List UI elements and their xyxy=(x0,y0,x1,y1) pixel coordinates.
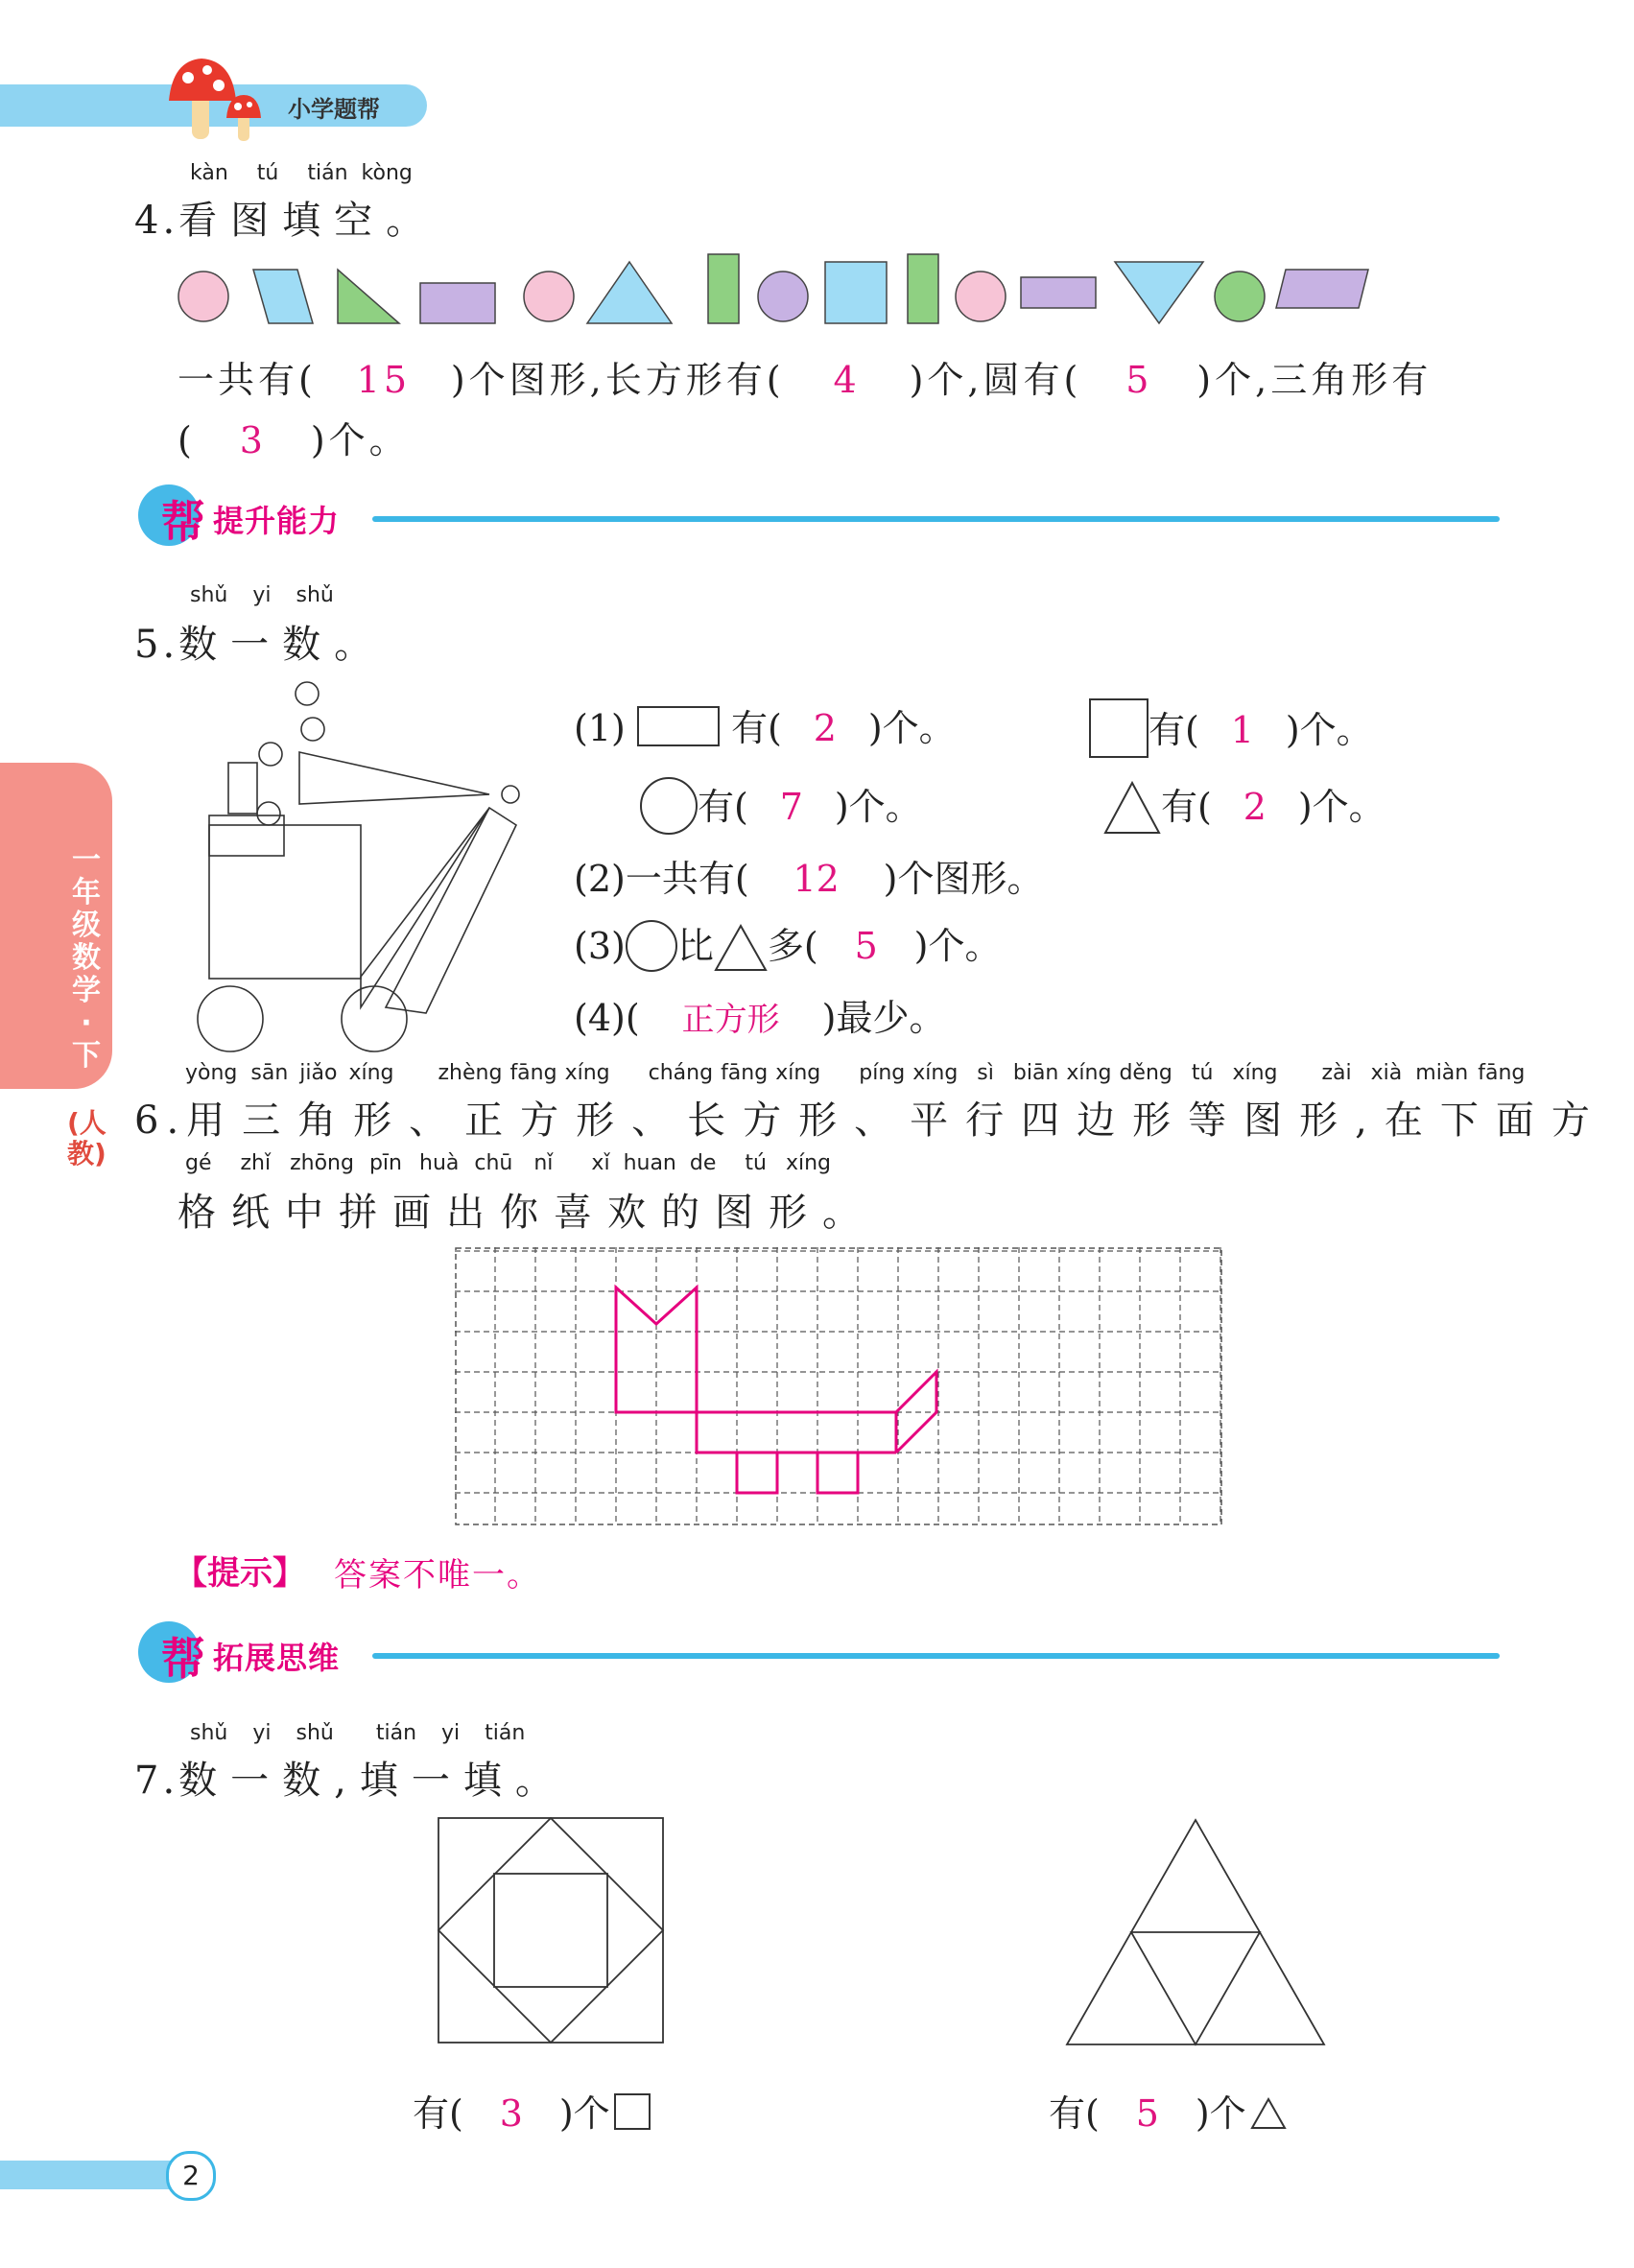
q4-shape-row xyxy=(173,254,1382,341)
grade-label: 一年级数学·下 xyxy=(72,843,101,1073)
circle-icon xyxy=(640,777,698,835)
q6-pinyin-line2: gé zhǐ zhōng pīn huà chū nǐ xǐ huan de tú xíng xyxy=(185,1151,831,1175)
q5-title: 5.数一数。 xyxy=(134,623,387,667)
footer-bar xyxy=(0,2161,175,2189)
train-figure xyxy=(173,672,537,1046)
q5-square-line: 有( 1 )个。 xyxy=(1089,698,1373,758)
q5-p4: (4)( 正方形 )最少。 xyxy=(574,988,945,1041)
q4-title: 4.看图填空。 xyxy=(134,199,438,243)
q4-answer-total: 15 xyxy=(356,359,411,401)
section-bang: 帮 xyxy=(161,1633,205,1685)
q5-total: 12 xyxy=(793,858,840,900)
triangle-icon xyxy=(1103,781,1161,835)
circle-shape xyxy=(1215,272,1265,321)
q5-difference: 5 xyxy=(854,925,878,967)
q7-answer-b: 有( 5 )个 xyxy=(1049,2084,1287,2137)
q4-answer-line2: ( 3 )个。 xyxy=(178,419,410,461)
triangle-icon xyxy=(714,924,768,972)
rectangle-shape xyxy=(708,254,739,323)
parallelogram-shape xyxy=(253,270,313,323)
q5-triangle-line: 有( 2 )个。 xyxy=(1103,777,1385,835)
q4-pinyin: kàn tú tián kòng xyxy=(190,161,413,185)
rectangle-shape xyxy=(1021,277,1096,308)
triangle-shape xyxy=(587,262,672,323)
section-title-expand: 拓展思维 xyxy=(213,1640,341,1676)
q6-line2: 格纸中拼画出你喜欢的图形。 xyxy=(178,1191,876,1235)
rectangle-shape xyxy=(420,283,495,323)
page-number: 2 xyxy=(166,2151,216,2201)
circle-shape xyxy=(524,272,574,321)
q5-p2: (2)一共有( 12 )个图形。 xyxy=(574,858,1044,900)
q7-square-count: 3 xyxy=(499,2092,523,2135)
q4-answer-circle: 5 xyxy=(1125,359,1153,401)
rectangle-shape xyxy=(908,254,938,323)
q4-answer-rect: 4 xyxy=(833,359,861,401)
edition-label: (人教) xyxy=(67,1107,107,1169)
triangles-figure xyxy=(1065,1818,1326,2048)
square-icon xyxy=(1089,698,1149,758)
q5-pinyin: shǔ yi shǔ xyxy=(190,583,334,607)
q5-square-count: 1 xyxy=(1230,709,1254,751)
mushroom-icon xyxy=(163,53,278,149)
q7-title: 7.数一数,填一填。 xyxy=(134,1759,567,1803)
circle-icon xyxy=(626,920,677,972)
parallelogram-shape xyxy=(1276,270,1368,308)
rectangle-icon xyxy=(637,706,720,746)
q6-pinyin-line1: yòng sān jiǎo xíng zhèng fāng xíng cháng fāng xíng píng xíng sì biān xíng děng tú xíng zài xià miàn fāng xyxy=(185,1061,1526,1085)
header-title: 小学题帮 xyxy=(288,96,380,123)
section-title-improve: 提升能力 xyxy=(213,503,341,539)
circle-shape xyxy=(956,272,1006,321)
q5-rect-count: 2 xyxy=(813,707,837,749)
triangle-icon xyxy=(1250,2097,1287,2130)
q6-line1: 6.用三角形、正方形、长方形、平行四边形等图形,在下面方 xyxy=(134,1099,1607,1143)
nested-squares-figure xyxy=(437,1816,667,2046)
q5-circle-count: 7 xyxy=(779,786,803,828)
triangle-shape xyxy=(1115,262,1203,323)
q5-p3: (3) 比 多( 5 )个。 xyxy=(574,916,1002,972)
section-bang: 帮 xyxy=(161,496,205,548)
section-divider xyxy=(372,516,1500,522)
cat-drawing xyxy=(616,1288,936,1493)
section-divider xyxy=(372,1653,1500,1659)
q5-circle-line: 有( 7 )个。 xyxy=(640,777,922,835)
hint-label: 【提示】 xyxy=(175,1554,305,1593)
q5-least-shape: 正方形 xyxy=(681,1001,780,1039)
q7-answer-a: 有( 3 )个 xyxy=(413,2084,651,2137)
q4-answer-line1: 一共有( 15 )个图形,长方形有( 4 )个,圆有( 5 )个,三角形有 xyxy=(178,359,1433,401)
grid-paper xyxy=(455,1247,1222,1525)
square-shape xyxy=(825,262,887,323)
hint-text: 答案不唯一。 xyxy=(334,1556,541,1595)
square-icon xyxy=(614,2093,651,2130)
triangle-shape xyxy=(338,270,399,323)
q4-answer-triangle: 3 xyxy=(239,419,267,461)
q7-pinyin: shǔ yi shǔ tián yi tián xyxy=(190,1721,526,1745)
circle-shape xyxy=(758,272,808,321)
circle-shape xyxy=(178,272,228,321)
q7-triangle-count: 5 xyxy=(1135,2092,1159,2135)
q5-triangle-count: 2 xyxy=(1243,786,1267,828)
q5-p1: (1) 有( 2 )个。 xyxy=(574,707,956,749)
